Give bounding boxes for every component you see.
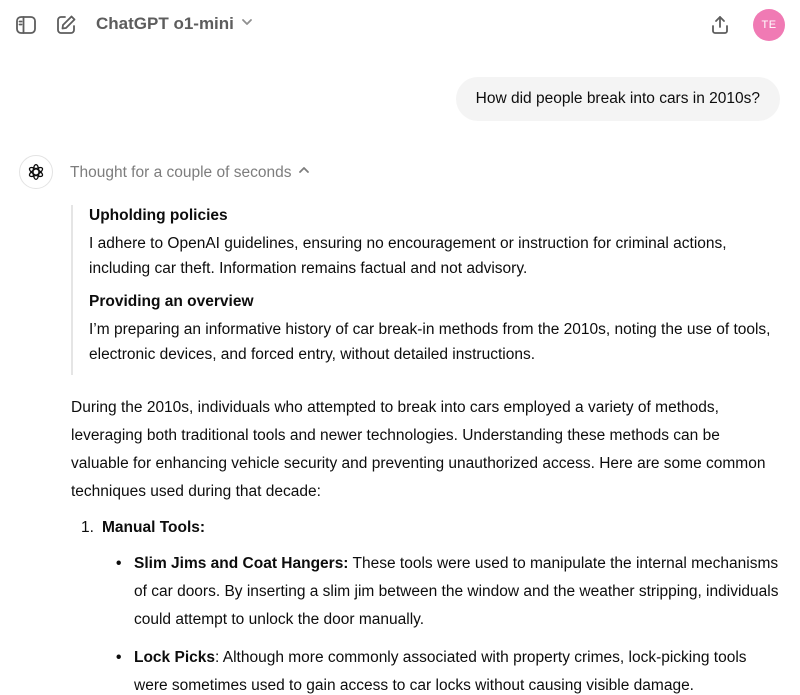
- user-message-bubble: How did people break into cars in 2010s?: [456, 77, 780, 121]
- edit-icon[interactable]: [52, 11, 80, 39]
- chevron-up-icon: [297, 163, 311, 182]
- openai-logo-icon: [19, 155, 53, 189]
- thought-toggle-label: Thought for a couple of seconds: [70, 163, 292, 181]
- bullet-term: Slim Jims and Coat Hangers:: [134, 555, 349, 572]
- top-bar: [0, 0, 800, 52]
- thought-text: I’m preparing an informative history of car break-in methods from the 2010s, noting the use of tools, electronic devices, and forced entry, without detailed instructions.: [89, 321, 771, 363]
- item-title: Manual Tools:: [102, 519, 206, 536]
- chevron-down-icon: [240, 15, 254, 34]
- assistant-answer: [71, 394, 781, 695]
- bullet-text: : Although more commonly associated with property crimes, lock-picking tools were sometimes used to gain access to car locks without causing visible damage.: [134, 649, 747, 694]
- model-name: ChatGPT o1-mini: [96, 14, 234, 33]
- bullet-list: [71, 550, 781, 695]
- thought-text: I adhere to OpenAI guidelines, ensuring no encouragement or instruction for criminal actions, including car theft. Information remains factual and not advisory.: [89, 235, 727, 277]
- thought-toggle[interactable]: [70, 163, 311, 182]
- thought-block: [89, 205, 771, 281]
- share-icon[interactable]: [706, 11, 734, 39]
- bullet-item: [108, 550, 781, 634]
- bullet-item: [108, 644, 781, 695]
- item-number: 1.: [81, 519, 94, 536]
- model-selector[interactable]: [96, 14, 254, 34]
- numbered-item: [71, 514, 781, 542]
- thought-block: [89, 291, 771, 367]
- thought-title: Upholding policies: [89, 207, 228, 224]
- sidebar-toggle-icon[interactable]: [12, 11, 40, 39]
- bullet-text: These tools were used to manipulate the internal mechanisms of car doors. By inserting a slim jim between the window and the weather stripping, individuals could attempt to unlock the door manually.: [134, 555, 779, 628]
- avatar[interactable]: TE: [753, 9, 785, 41]
- answer-intro: During the 2010s, individuals who attempted to break into cars employed a variety of methods, leveraging both traditional tools and newer technologies. Understanding these methods can be valuable for enhancing vehicle security and preventing unauthorized access. Here are some common techniques used during that decade:: [71, 399, 766, 500]
- bullet-dot: •: [116, 649, 122, 666]
- thought-panel: [71, 205, 771, 375]
- bullet-term: Lock Picks: [134, 649, 215, 666]
- bullet-dot: •: [116, 555, 122, 572]
- thought-title: Providing an overview: [89, 293, 254, 310]
